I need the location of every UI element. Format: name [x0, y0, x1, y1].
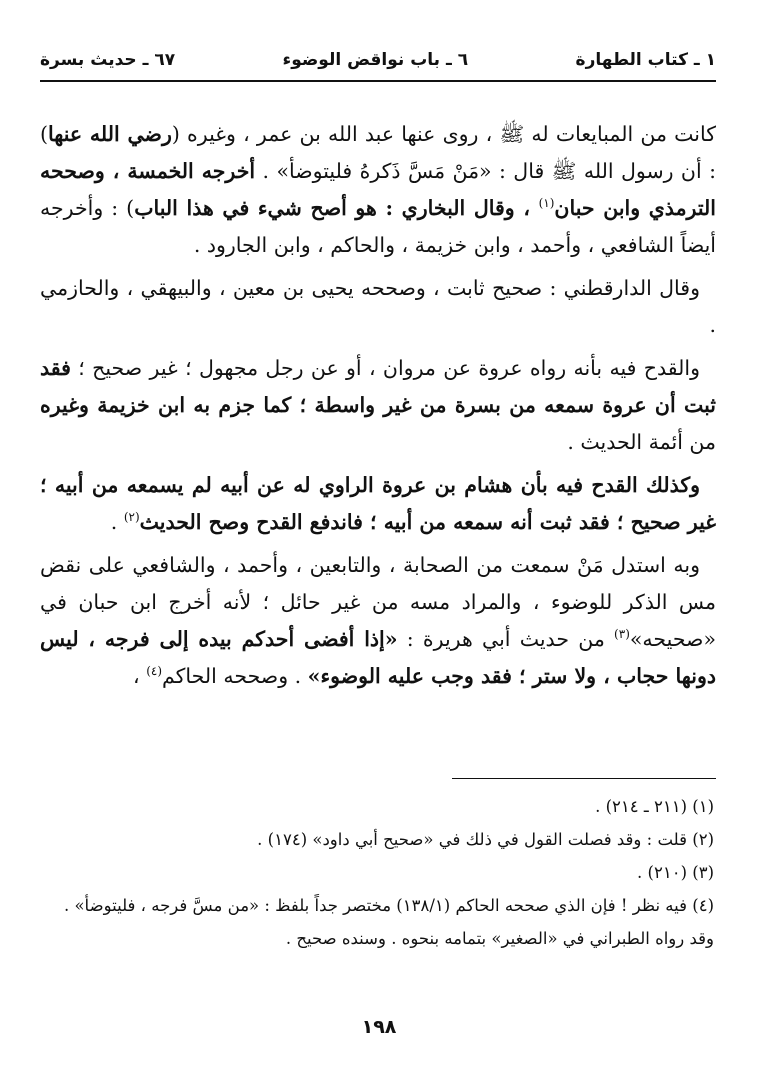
footnote-3: (٣) (٢١٠) .	[637, 863, 714, 882]
footnote-ref-1[interactable]: (١)	[538, 196, 555, 211]
footnote-ref-4[interactable]: (٤)	[146, 664, 163, 679]
header-chapter-title: ٦ ـ باب نواقض الوضوء	[282, 50, 469, 70]
header-hadith-title: ٦٧ ـ حديث بسرة	[40, 50, 176, 70]
footnote-ref-2[interactable]: (٢)	[123, 510, 140, 525]
footnote-ref-3[interactable]: (٣)	[614, 627, 630, 642]
paragraph-3: والقدح فيه بأنه رواه عروة عن مروان ، أو عن رجل مجهول ؛ غير صحيح ؛ فقد ثبت أن عروة سمعه من بسرة من غير واسطة ؛ كما جزم به ابن خزيمة وغيره من أئمة الحديث .	[40, 356, 716, 454]
footnote-divider	[452, 778, 716, 779]
running-header	[40, 44, 716, 76]
paragraph-4: وكذلك القدح فيه بأن هشام بن عروة الراوي له عن أبيه لم يسمعه من أبيه ؛ غير صحيح ؛ فقد ثبت أنه سمعه من أبيه ؛ فاندفع القدح وصح الحديث$^{(٢)}$ .	[40, 473, 716, 534]
footnotes	[40, 790, 714, 955]
footnote-4: (٤) فيه نظر ! فإن الذي صححه الحاكم (١٣٨/١) مختصر جداً بلفظ : «من مسَّ فرجه ، فليتوضأ» .	[63, 896, 714, 915]
header-book-title: ١ ـ كتاب الطهارة	[575, 50, 716, 70]
paragraph-1: كانت من المبايعات له ﷺ ، روى عنها عبد الله بن عمر ، وغيره (رضي الله عنها) : أن رسول الله ﷺ قال : «مَنْ مَسَّ ذَكرهُ فليتوضأ» . أخرجه الخمسة ، وصححه الترمذي وابن حبان$^{(١)}$ ، وقال البخاري : هو أصح شيء في هذا الباب) : وأخرجه أيضاً الشافعي ، وأحمد ، وابن خزيمة ، والحاكم ، وابن الجارود .	[40, 122, 717, 257]
footnote-4-continuation: وقد رواه الطبراني في «الصغير» بتمامه بنحوه . وسنده صحيح .	[285, 929, 714, 948]
main-text	[40, 116, 716, 701]
footnote-2: (٢) قلت : وقد فصلت القول في ذلك في «صحيح أبي داود» (١٧٤) .	[257, 830, 714, 849]
paragraph-5: وبه استدل مَنْ سمعت من الصحابة ، والتابعين ، وأحمد ، والشافعي على نقض مس الذكر للوضوء ، والمراد مسه من غير حائل ؛ لأنه أخرج ابن حبان في «صحيحه»$^{(٣)}$ من حديث أبي هريرة : «إذا أفضى أحدكم بيده إلى فرجه ، ليس دونها حجاب ، ولا ستر ؛ فقد وجب عليه الوضوء» . وصححه الحاكم$^{(٤)}$ ،	[40, 553, 717, 688]
footnote-1: (١) (٢١١ ـ ٢١٤) .	[595, 797, 714, 816]
header-divider	[40, 80, 716, 82]
page-number: ١٩٨	[361, 1016, 397, 1038]
paragraph-2: وقال الدارقطني : صحيح ثابت ، وصححه يحيى بن معين ، والبيهقي ، والحازمي .	[40, 276, 716, 337]
